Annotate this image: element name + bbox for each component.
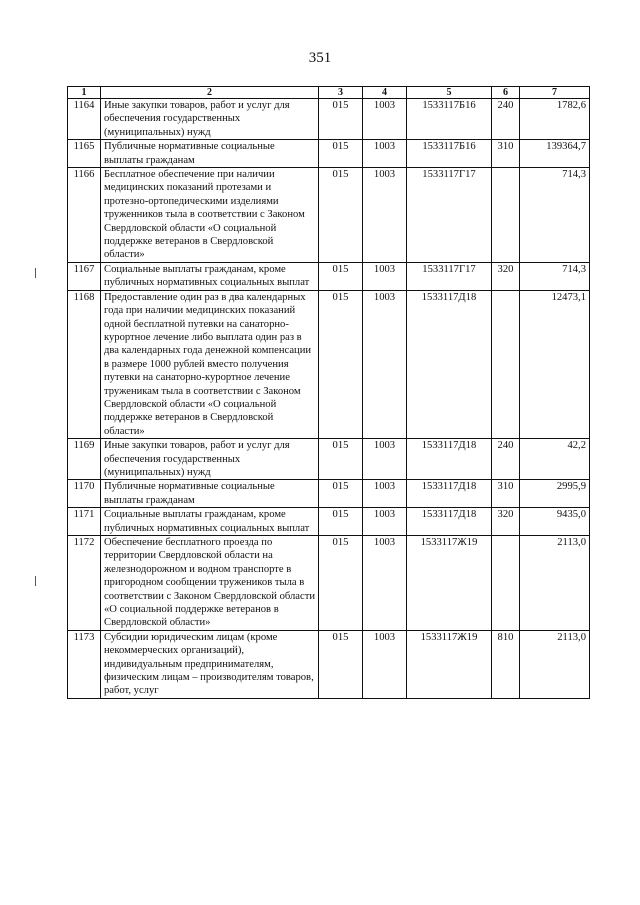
target-article: 1533117Д18	[407, 508, 492, 536]
table-row	[68, 536, 590, 631]
item-name: Иные закупки товаров, работ и услуг для обеспечения государственных (муниципальных) нужд	[101, 99, 319, 140]
table-row	[68, 99, 590, 140]
amount: 2113,0	[520, 536, 590, 631]
column-header: 4	[363, 87, 407, 99]
row-number: 1167	[68, 262, 101, 290]
row-number: 1169	[68, 439, 101, 480]
target-article: 1533117Б16	[407, 140, 492, 168]
column-header: 3	[319, 87, 363, 99]
ministry-code: 015	[319, 536, 363, 631]
table-row	[68, 140, 590, 168]
ministry-code: 015	[319, 262, 363, 290]
section-code: 1003	[363, 290, 407, 438]
ministry-code: 015	[319, 99, 363, 140]
section-code: 1003	[363, 480, 407, 508]
target-article: 1533117Б16	[407, 99, 492, 140]
item-name: Социальные выплаты гражданам, кроме публичных нормативных социальных выплат	[101, 262, 319, 290]
expense-type	[492, 536, 520, 631]
amount: 714,3	[520, 262, 590, 290]
table-row	[68, 290, 590, 438]
column-header: 6	[492, 87, 520, 99]
table-row	[68, 630, 590, 698]
column-header: 7	[520, 87, 590, 99]
target-article: 1533117Д18	[407, 290, 492, 438]
budget-table	[67, 86, 590, 699]
amount: 139364,7	[520, 140, 590, 168]
table-row	[68, 168, 590, 263]
amount: 1782,6	[520, 99, 590, 140]
target-article: 1533117Г17	[407, 168, 492, 263]
amount: 9435,0	[520, 508, 590, 536]
row-number: 1172	[68, 536, 101, 631]
table-row	[68, 508, 590, 536]
row-number: 1173	[68, 630, 101, 698]
amount: 2113,0	[520, 630, 590, 698]
item-name: Публичные нормативные социальные выплаты гражданам	[101, 140, 319, 168]
row-number: 1170	[68, 480, 101, 508]
header-row	[68, 87, 590, 99]
target-article: 1533117Ж19	[407, 630, 492, 698]
expense-type: 310	[492, 140, 520, 168]
amount: 42,2	[520, 439, 590, 480]
expense-type: 240	[492, 99, 520, 140]
item-name: Бесплатное обеспечение при наличии медицинских показаний протезами и протезно-ортопедическими изделиями труженников тыла в соответствии с Законом Свердловской области «О социальной поддержке ветеранов в Свердловской области»	[101, 168, 319, 263]
section-code: 1003	[363, 168, 407, 263]
target-article: 1533117Г17	[407, 262, 492, 290]
section-code: 1003	[363, 439, 407, 480]
amount: 714,3	[520, 168, 590, 263]
item-name: Социальные выплаты гражданам, кроме публичных нормативных социальных выплат	[101, 508, 319, 536]
expense-type	[492, 168, 520, 263]
row-number: 1165	[68, 140, 101, 168]
section-code: 1003	[363, 536, 407, 631]
row-number: 1166	[68, 168, 101, 263]
column-header: 5	[407, 87, 492, 99]
table-row	[68, 439, 590, 480]
section-code: 1003	[363, 262, 407, 290]
target-article: 1533117Д18	[407, 480, 492, 508]
table-row	[68, 262, 590, 290]
expense-type: 320	[492, 262, 520, 290]
item-name: Обеспечение бесплатного проезда по территории Свердловской области на железнодорожном и водном транспорте в пригородном сообщении тружеников тыла в соответствии с Законом Свердловской области «О социальной поддержке ветеранов в Свердловской области»	[101, 536, 319, 631]
margin-mark	[35, 576, 36, 586]
section-code: 1003	[363, 630, 407, 698]
expense-type	[492, 290, 520, 438]
ministry-code: 015	[319, 168, 363, 263]
item-name: Предоставление один раз в два календарных года при наличии медицинских показаний одной бесплатной путевки на санаторно-курортное лечение либо выплата один раз в два календарных года денежной компенсации в размере 1000 рублей вместо получения путевки на санаторно-курортное лечение труженикам тыла в соответствии с Законом Свердловской области «О социальной поддержке ветеранов в Свердловской области»	[101, 290, 319, 438]
section-code: 1003	[363, 99, 407, 140]
item-name: Иные закупки товаров, работ и услуг для обеспечения государственных (муниципальных) нужд	[101, 439, 319, 480]
row-number: 1168	[68, 290, 101, 438]
page-number: 351	[308, 50, 332, 66]
column-header: 1	[68, 87, 101, 99]
row-number: 1164	[68, 99, 101, 140]
ministry-code: 015	[319, 439, 363, 480]
section-code: 1003	[363, 508, 407, 536]
ministry-code: 015	[319, 508, 363, 536]
amount: 2995,9	[520, 480, 590, 508]
expense-type: 310	[492, 480, 520, 508]
margin-mark	[35, 268, 36, 278]
row-number: 1171	[68, 508, 101, 536]
ministry-code: 015	[319, 480, 363, 508]
section-code: 1003	[363, 140, 407, 168]
amount: 12473,1	[520, 290, 590, 438]
item-name: Субсидии юридическим лицам (кроме некоммерческих организаций), индивидуальным предпринимателям, физическим лицам – производителям товаров, работ, услуг	[101, 630, 319, 698]
target-article: 1533117Д18	[407, 439, 492, 480]
table-row	[68, 480, 590, 508]
expense-type: 810	[492, 630, 520, 698]
ministry-code: 015	[319, 290, 363, 438]
expense-type: 320	[492, 508, 520, 536]
ministry-code: 015	[319, 140, 363, 168]
target-article: 1533117Ж19	[407, 536, 492, 631]
column-header: 2	[101, 87, 319, 99]
expense-type: 240	[492, 439, 520, 480]
item-name: Публичные нормативные социальные выплаты гражданам	[101, 480, 319, 508]
ministry-code: 015	[319, 630, 363, 698]
